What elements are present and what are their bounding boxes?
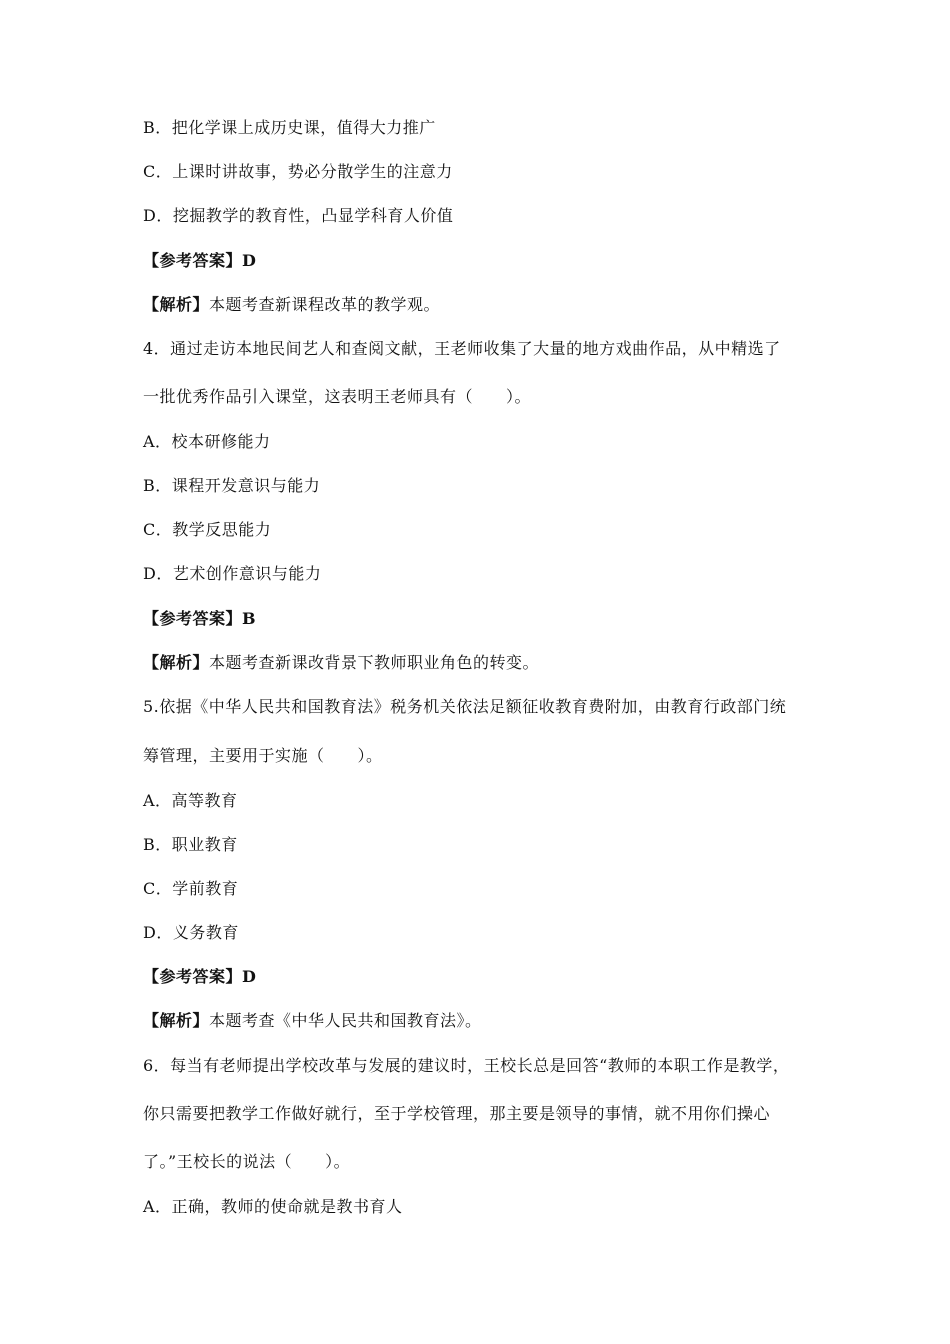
q4-option-c: C．教学反思能力 [143, 520, 272, 539]
q4-analysis-label: 【解析】 [143, 653, 210, 672]
q5-option-c: C．学前教育 [143, 879, 239, 898]
q3-answer [143, 251, 256, 271]
q4-answer-label: 【参考答案】 [143, 609, 243, 628]
q4-stem-line-1: 4．通过走访本地民间艺人和查阅文献，王老师收集了大量的地方戏曲作品，从中精选了 [143, 339, 781, 358]
q3-option-b: B．把化学课上成历史课，值得大力推广 [143, 118, 436, 137]
q4-option-b: B．课程开发意识与能力 [143, 476, 321, 495]
q3-analysis [143, 295, 440, 315]
q6-stem-line-1: 6．每当有老师提出学校改革与发展的建议时，王校长总是回答“教师的本职工作是教学， [143, 1056, 790, 1075]
q6-stem-line-3: 了。”王校长的说法（ ）。 [143, 1152, 351, 1171]
q5-answer [143, 967, 256, 987]
q5-analysis-label: 【解析】 [143, 1011, 210, 1030]
q6-stem-line-2: 你只需要把教学工作做好就行，至于学校管理，那主要是领导的事情，就不用你们操心 [143, 1104, 771, 1123]
q3-option-d: D．挖掘教学的教育性，凸显学科育人价值 [143, 206, 454, 225]
q3-answer-label: 【参考答案】 [143, 251, 243, 270]
q4-analysis-text: 本题考查新课改背景下教师职业角色的转变。 [209, 653, 540, 672]
q3-option-c: C．上课时讲故事，势必分散学生的注意力 [143, 162, 453, 181]
q5-option-a: A．高等教育 [143, 791, 238, 810]
q5-analysis [143, 1011, 482, 1031]
q5-stem-line-2: 筹管理，主要用于实施（ ）。 [143, 746, 383, 765]
q3-answer-value: D [242, 251, 257, 270]
q4-option-a: A．校本研修能力 [143, 432, 271, 451]
q4-answer-value: B [242, 609, 257, 628]
q6-option-a: A．正确，教师的使命就是教书育人 [143, 1197, 403, 1216]
q3-analysis-label: 【解析】 [143, 295, 210, 314]
q3-analysis-text: 本题考查新课程改革的教学观。 [209, 295, 441, 314]
q5-option-b: B．职业教育 [143, 835, 238, 854]
q5-answer-value: D [242, 967, 257, 986]
q5-option-d: D．义务教育 [143, 923, 239, 942]
q5-answer-label: 【参考答案】 [143, 967, 243, 986]
q4-answer [143, 609, 256, 629]
q5-analysis-text: 本题考查《中华人民共和国教育法》。 [209, 1011, 482, 1030]
q4-option-d: D．艺术创作意识与能力 [143, 564, 322, 583]
q4-analysis [143, 653, 539, 673]
q4-stem-line-2: 一批优秀作品引入课堂，这表明王老师具有（ ）。 [143, 387, 532, 406]
q5-stem-line-1: 5.依据《中华人民共和国教育法》税务机关依法足额征收教育费附加，由教育行政部门统 [143, 697, 787, 716]
